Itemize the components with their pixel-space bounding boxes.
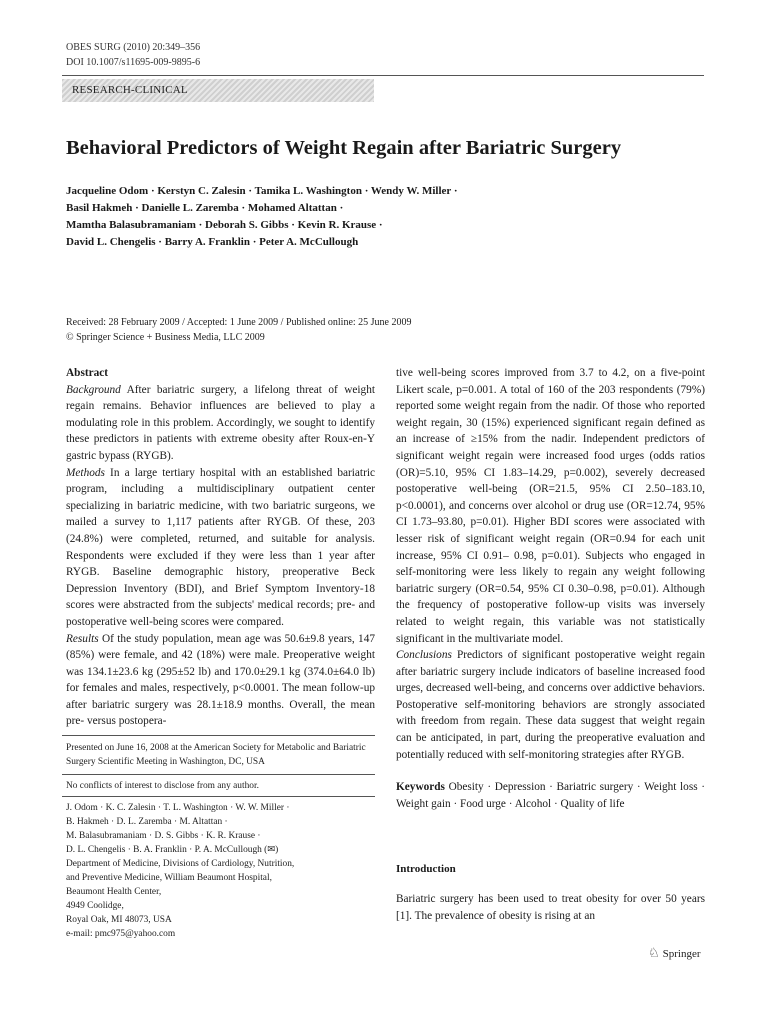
header-rule [62,75,704,76]
affiliation-line: B. Hakmeh · D. L. Zaremba · M. Altattan · [66,817,228,827]
author-line: Jacqueline Odom · Kerstyn C. Zalesin · Tamika L. Washington · Wendy W. Miller · [66,185,458,197]
doi: DOI 10.1007/s11695-009-9895-6 [66,57,201,68]
section-banner: RESEARCH-CLINICAL [62,79,374,102]
author-line: Basil Hakmeh · Danielle L. Zaremba · Mohamed Altattan · [66,202,344,214]
introduction-text: Bariatric surgery has been used to treat obesity for over 50 years [1]. The prevalence of obesity is rising at an [396,893,705,922]
keywords [396,779,705,812]
background-label: Background [66,383,121,396]
conclusions-label: Conclusions [396,649,452,662]
springer-horse-icon: ♘ [648,946,660,961]
email-link[interactable]: e-mail: pmc975@yahoo.com [66,929,176,939]
affiliation-line: and Preventive Medicine, William Beaumont Hospital, [66,873,272,883]
footnote-rule [62,796,375,797]
footnote-rule [62,735,375,736]
background-text: After bariatric surgery, a lifelong threat of weight regain remains. Behavior influences are believed to play a modulating role in this problem. Accordingly, we sought to identify these predictors in patients with extreme obesity after Roux-en-Y gastric bypass (RYGB). [66,383,375,462]
affiliation-line: Beaumont Health Center, [66,887,162,897]
abstract-conclusions [396,647,705,763]
methods-text: In a large tertiary hospital with an established bariatric program, including a multidisciplinary outpatient center specializing in bariatric medicine, with two bariatric surgeons, we mailed a survey to 1,117 patients after RYGB. Of these, 203 (24.8%) were completed, returned, and suitable for analysis. Respondents were excluded if they were less than 1 year after RYGB. Baseline demographic history, preoperative Beck Depression Inventory (BDI), and Brief Symptom Inventory-18 scores were abstracted from the subjects' medical records; pre- and postoperative well-being scores were compared. [66,466,375,628]
article-title: Behavioral Predictors of Weight Regain after Bariatric Surgery [66,137,622,159]
publication-dates [66,315,412,345]
results-text-right: tive well-being scores improved from 3.7 to 4.2, on a five-point Likert scale, p=0.001. A total of 160 of the 203 respondents (79%) reported some weight regain from the nadir. Of those who reported weight regain, 30 (15%) experienced significant regain defined as an increase of ≥15% from the nadir. Independent predictors of significant weight regain were increased food urges (odds ratios (OR)=5.10, 95% CI 1.83–14.29, p=0.002), severely decreased postoperative well-being (OR=21.5, 95% CI 2.50–183.10, p<0.0001), and concerns over alcohol or drug use (OR=12.74, 95% CI 1.73–93.80, p=0.01). Higher BDI scores were associated with lesser risk of significant weight regain (OR=0.94 for each unit increase, 95% CI 0.91– 0.98, p=0.01). Subjects who engaged in self-monitoring were less likely to regain any weight following bariatric surgery (OR=0.54, 95% CI 0.30–0.98, p=0.01). Although the frequency of postoperative follow-up visits was inversely related to weight regain, this variable was not statistically significant in the multivariate model. [396,367,705,645]
abstract-heading: Abstract [66,367,109,379]
affiliation-line: D. L. Chengelis · B. A. Franklin · P. A. McCullough (✉) [66,845,279,855]
journal-reference: OBES SURG (2010) 20:349–356 [66,42,201,53]
abstract-right-column [396,365,705,812]
footnote-rule [62,774,375,775]
abstract-left-column [66,365,375,730]
author-list [66,183,686,251]
dates-line: Received: 28 February 2009 / Accepted: 1 June 2009 / Published online: 25 June 2009 [66,317,412,328]
copyright-line: © Springer Science + Business Media, LLC 2009 [66,332,265,343]
keywords-label: Keywords [396,781,445,794]
introduction-heading: Introduction [396,863,456,875]
affiliation-line: Royal Oak, MI 48073, USA [66,915,172,925]
affiliation-line: M. Balasubramaniam · D. S. Gibbs · K. R. Krause · [66,831,261,841]
springer-logo-text: Springer [662,948,701,960]
results-label: Results [66,632,99,645]
keywords-text: Obesity · Depression · Bariatric surgery · Weight loss · Weight gain · Food urge · Alcohol · Quality of life [396,781,705,810]
affiliation-line: 4949 Coolidge, [66,901,124,911]
presented-note: Presented on June 16, 2008 at the American Society for Metabolic and Bariatric Surgery Scientific Meeting in Washington, DC, USA [66,743,366,767]
methods-label: Methods [66,466,105,479]
conclusions-text: Predictors of significant postoperative weight regain after bariatric surgery include indicators of baseline increased food urges, decreased well-being, and concerns over addictive behaviors. Postoperative self-monitoring behaviors are strongly associated with freedom from regain. These data suggest that weight regain can be anticipated, in part, during the preoperative evaluation and potentially reduced with self-monitoring strategies after RYGB. [396,649,705,761]
conflicts-note: No conflicts of interest to disclose from any author. [66,781,259,791]
affiliation-block [66,801,375,941]
springer-logo [648,946,701,961]
results-text-left: Of the study population, mean age was 50.6±9.8 years, 147 (85%) were female, and 42 (18%) were male. Preoperative weight was 134.1±23.6 kg (295±52 lb) and 170.0±29.1 kg (374.0±64.0 lb) for females and males, respectively, p<0.0001. The mean follow-up after bariatric surgery was 28.1±18.9 months. Overall, the mean pre- versus postopera- [66,632,375,728]
author-line: Mamtha Balasubramaniam · Deborah S. Gibbs · Kevin R. Krause · [66,219,383,231]
affiliation-line: J. Odom · K. C. Zalesin · T. L. Washington · W. W. Miller · [66,803,290,813]
abstract-methods [66,465,375,631]
author-line: David L. Chengelis · Barry A. Franklin · Peter A. McCullough [66,236,359,248]
abstract-background [66,382,375,465]
affiliation-line: Department of Medicine, Divisions of Cardiology, Nutrition, [66,859,295,869]
abstract-results [66,631,375,731]
